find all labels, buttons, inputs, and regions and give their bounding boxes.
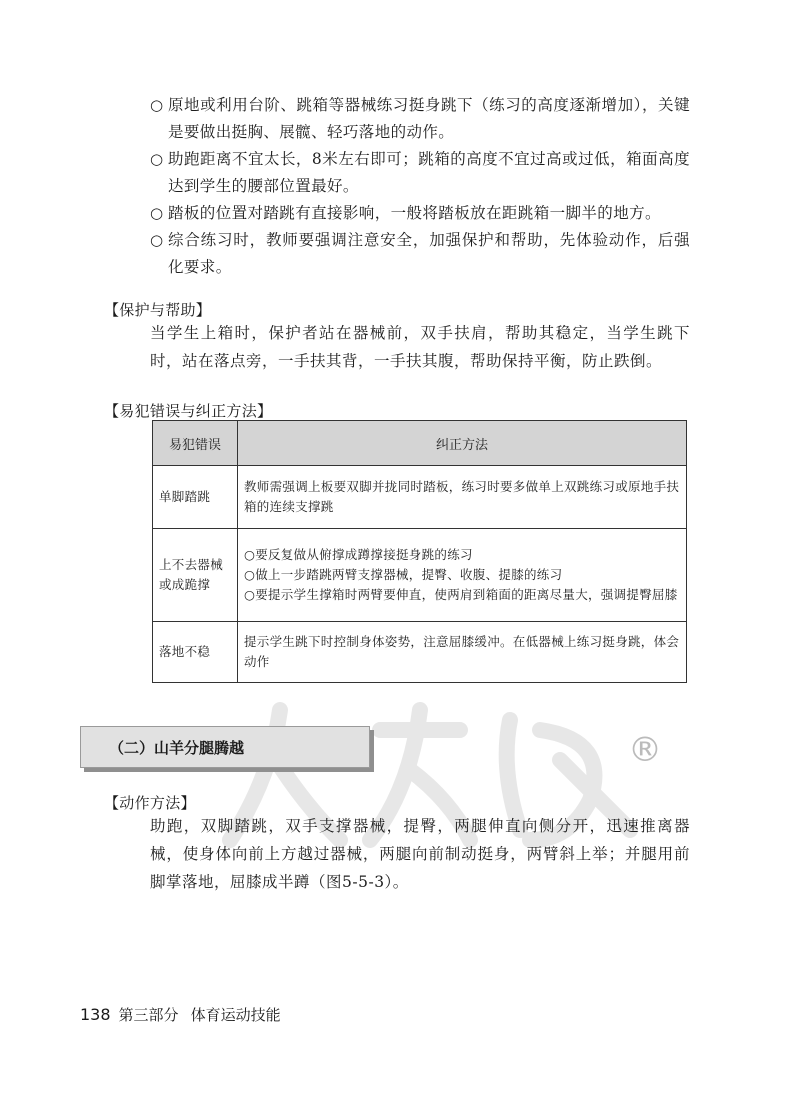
circle-bullet-icon: ○ — [150, 96, 164, 114]
circle-bullet-icon: ○ — [150, 231, 164, 249]
fix-text: ○要反复做从俯撑成蹲撑接挺身跳的练习 — [244, 547, 473, 562]
table-row — [153, 622, 687, 683]
footer-part: 第三部分 — [118, 1006, 179, 1024]
method-paragraph: 助跑，双脚踏跳，双手支撑器械，提臀，两腿伸直向侧分开，迅速推离器械，使身体向前上方越过器械，两腿向前制动挺身，两臂斜上举；并腿用前脚掌落地，屈膝成半蹲（图5-5-3）。 — [150, 817, 690, 891]
fix-cell — [238, 466, 687, 529]
table-header-row — [153, 421, 687, 466]
method-heading: 【动作方法】 — [104, 794, 196, 812]
column-header-fix: 纠正方法 — [238, 421, 687, 466]
list-item — [150, 200, 690, 227]
list-item-text: 原地或利用台阶、跳箱等器械练习挺身跳下（练习的高度逐渐增加），关键是要做出挺胸、展髋、轻巧落地的动作。 — [168, 96, 690, 141]
page-footer — [80, 1004, 281, 1025]
page-number: 138 — [80, 1005, 111, 1024]
fix-text: ○要提示学生撑箱时两臂要伸直，使两肩到箱面的距离尽量大，强调提臀屈膝 — [244, 587, 678, 602]
error-cell: 上不去器械或成跪撑 — [153, 529, 238, 622]
error-cell: 落地不稳 — [153, 622, 238, 683]
fix-text: 教师需强调上板要双脚并拢同时踏板，练习时要多做单上双跳练习或原地手扶箱的连续支撑跳 — [244, 479, 680, 514]
fix-text: ○做上一步踏跳两臂支撑器械，提臀、收腹、提膝的练习 — [244, 567, 563, 582]
list-item-text: 综合练习时，教师要强调注意安全，加强保护和帮助，先体验动作，后强化要求。 — [168, 231, 690, 276]
section-title: （二）山羊分腿腾越 — [109, 739, 245, 757]
section-title-box — [80, 726, 370, 768]
error-cell: 单脚踏跳 — [153, 466, 238, 529]
table-row — [153, 466, 687, 529]
fix-cell — [238, 622, 687, 683]
protect-heading: 【保护与帮助】 — [104, 301, 212, 319]
list-item — [150, 227, 690, 281]
column-header-error: 易犯错误 — [153, 421, 238, 466]
list-item — [150, 92, 690, 146]
error-correction-table — [152, 420, 687, 683]
table-row — [153, 529, 687, 622]
registered-mark: ® — [628, 730, 662, 770]
practice-tips-list — [150, 92, 690, 281]
protect-paragraph: 当学生上箱时，保护者站在器械前，双手扶肩，帮助其稳定，当学生跳下时，站在落点旁，一手扶其背，一手扶其腹，帮助保持平衡，防止跌倒。 — [150, 324, 690, 370]
list-item-text: 踏板的位置对踏跳有直接影响，一般将踏板放在距跳箱一脚半的地方。 — [168, 204, 661, 222]
errors-heading: 【易犯错误与纠正方法】 — [104, 402, 273, 420]
list-item-text: 助跑距离不宜太长，8米左右即可；跳箱的高度不宜过高或过低，箱面高度达到学生的腰部位置最好。 — [168, 150, 690, 195]
fix-cell — [238, 529, 687, 622]
list-item — [150, 146, 690, 200]
footer-chapter: 体育运动技能 — [190, 1006, 281, 1024]
circle-bullet-icon: ○ — [150, 204, 164, 222]
circle-bullet-icon: ○ — [150, 150, 164, 168]
fix-text: 提示学生跳下时控制身体姿势，注意屈膝缓冲。在低器械上练习挺身跳，体会动作 — [244, 634, 680, 669]
